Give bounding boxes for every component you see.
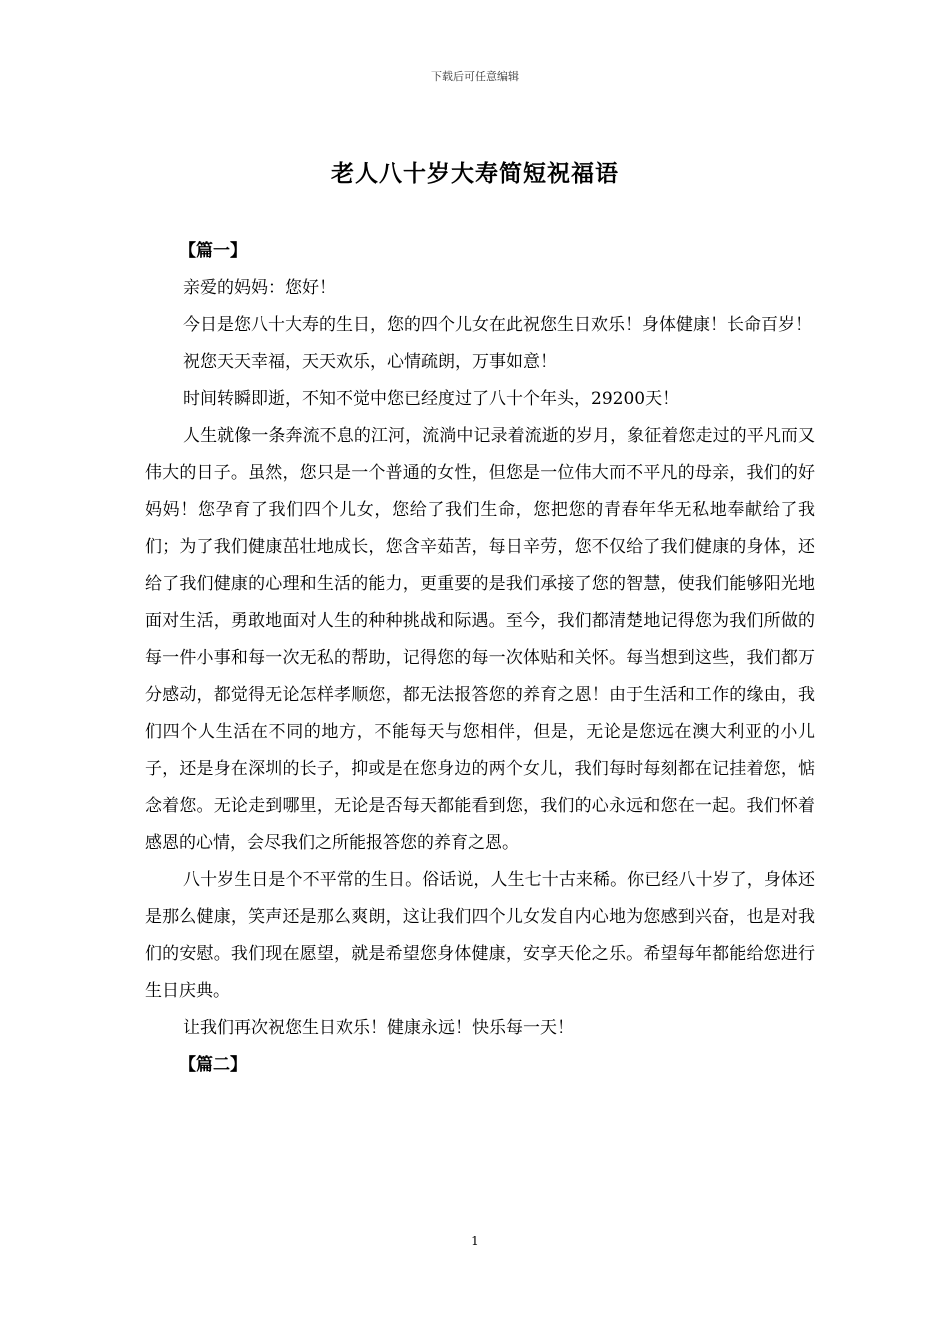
paragraph-time: 时间转瞬即逝，不知不觉中您已经度过了八十个年头，29200天！: [183, 389, 680, 409]
document-body: [145, 233, 815, 1084]
header-note: 下载后可任意编辑: [431, 70, 519, 83]
paragraph-daily-wish: 祝您天天幸福，天天欢乐，心情疏朗，万事如意！: [183, 352, 557, 372]
paragraph-greeting: 亲爱的妈妈：您好！: [183, 278, 336, 298]
paragraph-eightieth: 八十岁生日是个不平常的生日。俗话说，人生七十古来稀。你已经八十岁了，身体还是那么健康，笑声还是那么爽朗，这让我们四个儿女发自内心地为您感到兴奋，也是对我们的安慰。我们现在愿望，就是希望您身体健康，安享天伦之乐。希望每年都能给您进行生日庆典。: [145, 870, 815, 1001]
paragraph-life-river: 人生就像一条奔流不息的江河，流淌中记录着流逝的岁月，象征着您走过的平凡而又伟大的日子。虽然，您只是一个普通的女性，但您是一位伟大而不平凡的母亲，我们的好妈妈！您孕育了我们四个儿女，您给了我们生命，您把您的青春年华无私地奉献给了我们；为了我们健康茁壮地成长，您含辛茹苦，每日辛劳，您不仅给了我们健康的身体，还给了我们健康的心理和生活的能力，更重要的是我们承接了您的智慧，使我们能够阳光地面对生活，勇敢地面对人生的种种挑战和际遇。至今，我们都清楚地记得您为我们所做的每一件小事和每一次无私的帮助，记得您的每一次体贴和关怀。每当想到这些，我们都万分感动，都觉得无论怎样孝顺您，都无法报答您的养育之恩！由于生活和工作的缘由，我们四个人生活在不同的地方，不能每天与您相伴，但是，无论是您远在澳大利亚的小儿子，还是身在深圳的长子，抑或是在您身边的两个女儿，我们每时每刻都在记挂着您，惦念着您。无论走到哪里，无论是否每天都能看到您，我们的心永远和您在一起。我们怀着感恩的心情，会尽我们之所能报答您的养育之恩。: [145, 426, 815, 853]
paragraph-birthday-wish: 今日是您八十大寿的生日，您的四个儿女在此祝您生日欢乐！身体健康！长命百岁！: [183, 315, 812, 335]
section-heading-two: 【篇二】: [179, 1055, 247, 1075]
paragraph-closing-wish: 让我们再次祝您生日欢乐！健康永远！快乐每一天！: [183, 1018, 574, 1038]
page-number: 1: [471, 1234, 479, 1248]
document-title: 老人八十岁大寿简短祝福语: [331, 160, 619, 187]
section-heading-one: 【篇一】: [179, 241, 247, 261]
